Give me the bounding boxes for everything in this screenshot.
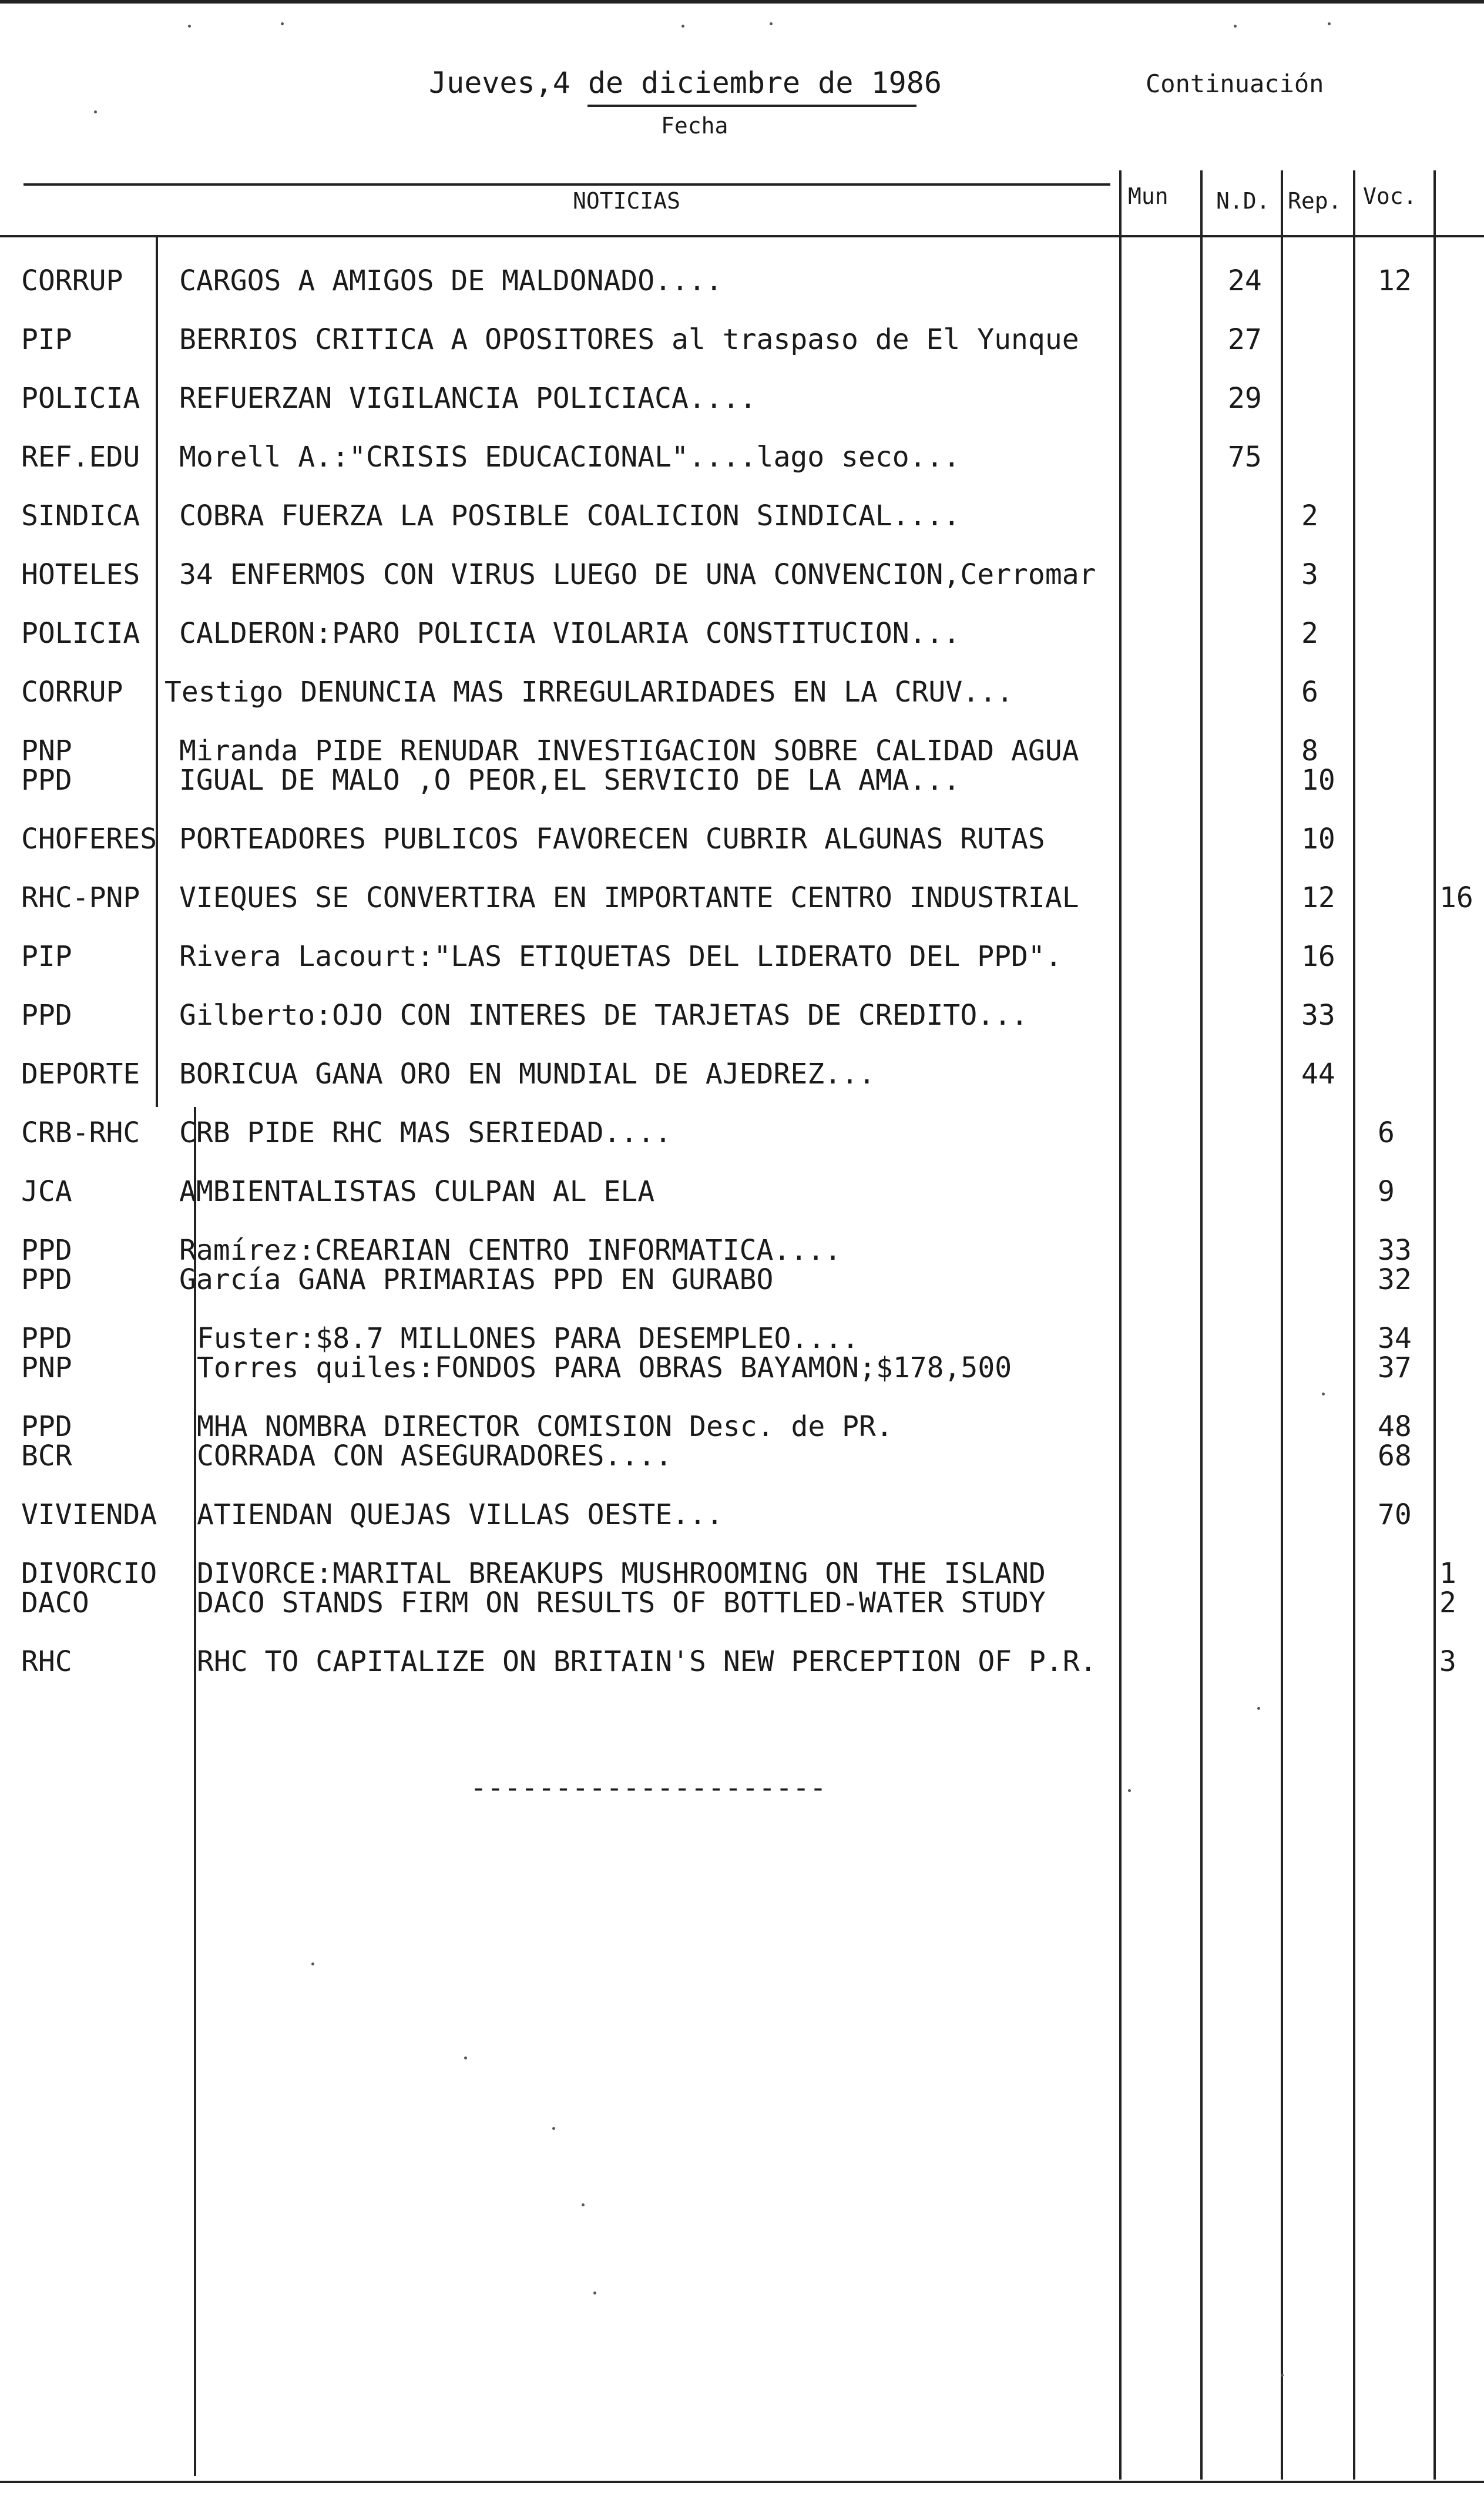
headline-cell: AMBIENTALISTAS CULPAN AL ELA: [179, 1175, 655, 1208]
category-cell: DEPORTE: [21, 1058, 140, 1091]
scan-speck: [188, 25, 191, 28]
rep-cell: 6: [1301, 676, 1318, 709]
headline-cell: DACO STANDS FIRM ON RESULTS OF BOTTLED-WATER STUDY: [197, 1586, 1046, 1619]
rep-cell: 10: [1301, 764, 1335, 797]
col-header-rep: Rep.: [1288, 188, 1342, 214]
category-cell: CORRUP: [21, 676, 123, 709]
mun-column-line: [1119, 170, 1122, 2480]
category-cell: CHOFERES: [21, 823, 157, 856]
headline-cell: CARGOS A AMIGOS DE MALDONADO....: [179, 264, 723, 297]
category-cell: JCA: [21, 1175, 72, 1208]
scan-speck: [281, 22, 284, 25]
category-cell: CRB-RHC: [21, 1116, 140, 1149]
top-border: [0, 0, 1484, 4]
voc-cell: 48: [1378, 1410, 1412, 1443]
rep-cell: 2: [1301, 499, 1318, 532]
voc-cell: 70: [1378, 1498, 1412, 1531]
col-header-noticias: NOTICIAS: [573, 188, 681, 214]
category-cell: POLICIA: [21, 382, 140, 415]
col-header-mun: Mun: [1128, 183, 1169, 209]
voc-cell: 34: [1378, 1322, 1412, 1355]
headline-cell: MHA NOMBRA DIRECTOR COMISION Desc. de PR.: [197, 1410, 893, 1443]
rep-cell: 12: [1301, 881, 1335, 914]
nd-cell: 29: [1228, 382, 1262, 415]
headline-cell: Fuster:$8.7 MILLONES PARA DESEMPLEO....: [197, 1322, 859, 1355]
headline-cell: RHC TO CAPITALIZE ON BRITAIN'S NEW PERCEPTION OF P.R.: [197, 1645, 1097, 1678]
headline-cell: COBRA FUERZA LA POSIBLE COALICION SINDICAL....: [179, 499, 961, 532]
headline-cell: REFUERZAN VIGILANCIA POLICIACA....: [179, 382, 757, 415]
sta-cell: 2: [1439, 1586, 1456, 1619]
voc-cell: 9: [1378, 1175, 1395, 1208]
scan-speck: [770, 22, 773, 25]
scan-speck: [311, 1962, 314, 1965]
scan-speck: [681, 25, 684, 28]
headline-cell: PORTEADORES PUBLICOS FAVORECEN CUBRIR ALGUNAS RUTAS: [179, 823, 1045, 856]
category-cell: PNP: [21, 1351, 72, 1384]
nd-cell: 24: [1228, 264, 1262, 297]
headline-cell: Torres quiles:FONDOS PARA OBRAS BAYAMON;$178,500: [197, 1351, 1012, 1384]
nd-column-line: [1200, 170, 1203, 2480]
scan-speck: [1257, 1707, 1260, 1710]
headline-cell: Testigo DENUNCIA MAS IRREGULARIDADES EN LA CRUV...: [164, 676, 1013, 709]
headline-cell: García GANA PRIMARIAS PPD EN GURABO: [179, 1263, 774, 1296]
headline-cell: Miranda PIDE RENUDAR INVESTIGACION SOBRE CALIDAD AGUA: [179, 734, 1079, 767]
sta-column-line: [1433, 170, 1436, 2480]
end-divider: ---------------------: [470, 1772, 827, 1804]
voc-cell: 33: [1378, 1234, 1412, 1267]
headline-cell: CRB PIDE RHC MAS SERIEDAD....: [179, 1116, 672, 1149]
rep-cell: 16: [1301, 940, 1335, 973]
category-column-line: [156, 237, 158, 1107]
rep-cell: 44: [1301, 1058, 1335, 1091]
scan-speck: [582, 2203, 585, 2206]
category-cell: DACO: [21, 1586, 89, 1619]
voc-cell: 68: [1378, 1440, 1412, 1472]
rep-cell: 10: [1301, 823, 1335, 856]
category-cell: PPD: [21, 1322, 72, 1355]
headline-cell: VIEQUES SE CONVERTIRA EN IMPORTANTE CENTRO INDUSTRIAL: [179, 881, 1079, 914]
scan-speck: [1328, 22, 1331, 25]
category-cell: PIP: [21, 323, 72, 356]
category-cell: PPD: [21, 999, 72, 1032]
scan-speck: [1281, 2374, 1284, 2377]
headline-cell: BERRIOS CRITICA A OPOSITORES al traspaso de El Yunque: [179, 323, 1079, 356]
category-cell: DIVORCIO: [21, 1557, 157, 1590]
category-cell: RHC-PNP: [21, 881, 140, 914]
header-bottom-rule: [0, 235, 1484, 237]
scan-speck: [552, 2127, 555, 2130]
category-cell: PPD: [21, 764, 72, 797]
category-cell: PPD: [21, 1410, 72, 1443]
voc-cell: 32: [1378, 1263, 1412, 1296]
table-top-rule: [23, 183, 1110, 186]
col-header-nd: N.D.: [1216, 188, 1270, 214]
date-underline: [587, 105, 916, 107]
category-cell: CORRUP: [21, 264, 123, 297]
headline-cell: Gilberto:OJO CON INTERES DE TARJETAS DE CREDITO...: [179, 999, 1028, 1032]
date-label: Fecha: [661, 113, 728, 139]
col-header-voc: Voc.: [1363, 183, 1417, 209]
rep-column-line: [1281, 170, 1283, 2480]
sta-cell: 3: [1439, 1645, 1456, 1678]
scan-speck: [1322, 1393, 1325, 1395]
continuation-label: Continuación: [1146, 69, 1324, 98]
headline-cell: 34 ENFERMOS CON VIRUS LUEGO DE UNA CONVENCION,Cerromar: [179, 558, 1096, 591]
category-cell: SINDICA: [21, 499, 140, 532]
headline-cell: Ramírez:CREARIAN CENTRO INFORMATICA....: [179, 1234, 842, 1267]
headline-cell: CALDERON:PARO POLICIA VIOLARIA CONSTITUCION...: [179, 617, 961, 650]
bottom-rule: [0, 2481, 1484, 2483]
scan-speck: [94, 110, 97, 113]
headline-cell: Morell A.:"CRISIS EDUCACIONAL"....lago seco...: [179, 441, 961, 474]
headline-cell: DIVORCE:MARITAL BREAKUPS MUSHROOMING ON THE ISLAND: [197, 1557, 1046, 1590]
category-cell: REF.EDU: [21, 441, 140, 474]
headline-cell: Rivera Lacourt:"LAS ETIQUETAS DEL LIDERATO DEL PPD".: [179, 940, 1062, 973]
voc-cell: 37: [1378, 1351, 1412, 1384]
category-cell: RHC: [21, 1645, 72, 1678]
category-column-line-lower: [194, 1107, 196, 2476]
scan-speck: [464, 2056, 467, 2059]
rep-cell: 8: [1301, 734, 1318, 767]
category-cell: PPD: [21, 1234, 72, 1267]
nd-cell: 75: [1228, 441, 1262, 474]
rep-cell: 2: [1301, 617, 1318, 650]
sta-cell: 16: [1439, 881, 1473, 914]
sta-cell: 1: [1439, 1557, 1456, 1590]
scan-speck: [1128, 1789, 1131, 1792]
voc-column-line: [1353, 170, 1355, 2480]
category-cell: HOTELES: [21, 558, 140, 591]
rep-cell: 3: [1301, 558, 1318, 591]
headline-cell: CORRADA CON ASEGURADORES....: [197, 1440, 673, 1472]
category-cell: PPD: [21, 1263, 72, 1296]
scan-speck: [593, 2292, 596, 2294]
scan-speck: [1234, 25, 1237, 28]
category-cell: POLICIA: [21, 617, 140, 650]
category-cell: BCR: [21, 1440, 72, 1472]
category-cell: PNP: [21, 734, 72, 767]
headline-cell: IGUAL DE MALO ,O PEOR,EL SERVICIO DE LA AMA...: [179, 764, 961, 797]
category-cell: PIP: [21, 940, 72, 973]
headline-cell: BORICUA GANA ORO EN MUNDIAL DE AJEDREZ...: [179, 1058, 875, 1091]
headline-cell: ATIENDAN QUEJAS VILLAS OESTE...: [197, 1498, 723, 1531]
category-cell: VIVIENDA: [21, 1498, 157, 1531]
nd-cell: 27: [1228, 323, 1262, 356]
report-date: Jueves,4 de diciembre de 1986: [429, 66, 942, 100]
rep-cell: 33: [1301, 999, 1335, 1032]
voc-cell: 6: [1378, 1116, 1395, 1149]
voc-cell: 12: [1378, 264, 1412, 297]
